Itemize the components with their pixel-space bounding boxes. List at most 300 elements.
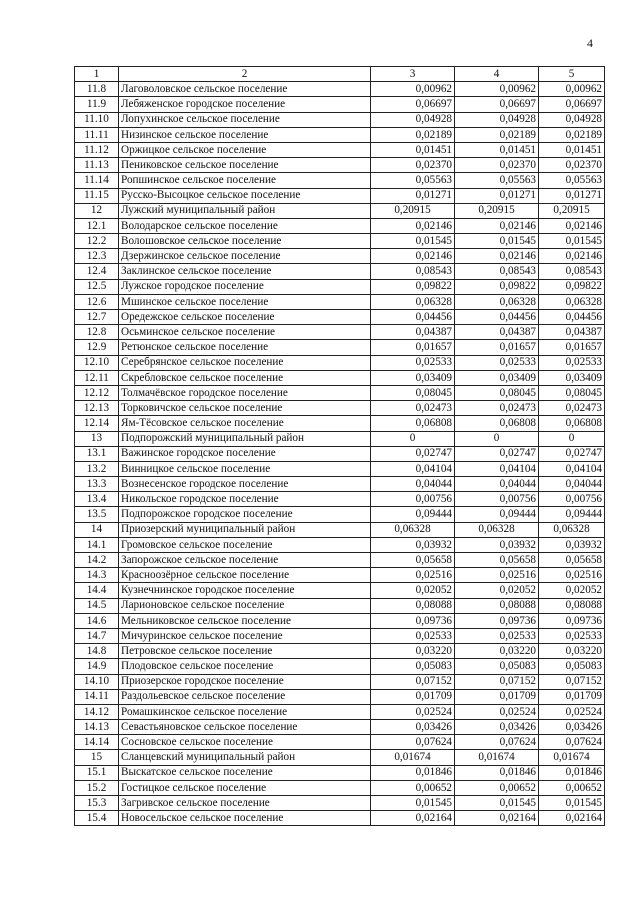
row-value-col3-cell: 0,06808	[371, 416, 455, 431]
table-row	[75, 416, 605, 431]
row-value-col5-cell: 0,05083	[539, 659, 605, 674]
table-row	[75, 583, 605, 598]
table-row	[75, 431, 605, 446]
table-row	[75, 598, 605, 613]
row-value-col3-cell: 0,09822	[371, 279, 455, 294]
row-number-cell: 12.6	[75, 294, 119, 309]
row-value-col4-cell: 0,02473	[455, 401, 539, 416]
row-name-cell: Заклинское сельское поселение	[119, 264, 371, 279]
row-value-col5-cell: 0,01545	[539, 796, 605, 811]
row-value-col3-cell: 0,06697	[371, 97, 455, 112]
row-value-col4-cell: 0,03409	[455, 370, 539, 385]
row-value-col4-cell: 0,02146	[455, 218, 539, 233]
row-name-cell: Ромашкинское сельское поселение	[119, 704, 371, 719]
row-value-col5-cell: 0,06328	[539, 294, 605, 309]
table-row	[75, 310, 605, 325]
row-number-cell: 13.3	[75, 477, 119, 492]
row-name-cell: Осьминское сельское поселение	[119, 325, 371, 340]
row-value-col5-cell: 0,02533	[539, 628, 605, 643]
row-value-col3-cell: 0,04044	[371, 477, 455, 492]
table-row	[75, 568, 605, 583]
row-value-col5-cell: 0,01674	[539, 750, 605, 765]
row-name-cell: Приозерский муниципальный район	[119, 522, 371, 537]
row-name-cell: Петровское сельское поселение	[119, 644, 371, 659]
table-row	[75, 340, 605, 355]
header-col-1: 1	[75, 67, 119, 82]
row-number-cell: 14.11	[75, 689, 119, 704]
table-row	[75, 811, 605, 826]
row-value-col3-cell: 0,05083	[371, 659, 455, 674]
row-number-cell: 14.13	[75, 720, 119, 735]
row-name-cell: Красноозёрное сельское поселение	[119, 568, 371, 583]
row-value-col4-cell: 0,02516	[455, 568, 539, 583]
row-name-cell: Приозерское городское поселение	[119, 674, 371, 689]
header-col-4: 4	[455, 67, 539, 82]
row-name-cell: Торковичское сельское поселение	[119, 401, 371, 416]
row-name-cell: Волошовское сельское поселение	[119, 234, 371, 249]
table-row	[75, 112, 605, 127]
row-value-col3-cell: 0,02524	[371, 704, 455, 719]
row-number-cell: 12.14	[75, 416, 119, 431]
row-name-cell: Лужский муниципальный район	[119, 203, 371, 218]
row-number-cell: 13.1	[75, 446, 119, 461]
row-value-col4-cell: 0,01545	[455, 796, 539, 811]
row-value-col4-cell: 0,01451	[455, 142, 539, 157]
row-value-col4-cell: 0,03932	[455, 537, 539, 552]
table-row	[75, 188, 605, 203]
row-value-col4-cell: 0,06697	[455, 97, 539, 112]
row-value-col5-cell: 0,04104	[539, 461, 605, 476]
table-row	[75, 659, 605, 674]
row-value-col5-cell: 0,08045	[539, 385, 605, 400]
row-value-col3-cell: 0,04456	[371, 310, 455, 325]
row-number-cell: 15.3	[75, 796, 119, 811]
row-value-col4-cell: 0,06328	[455, 522, 539, 537]
row-value-col5-cell: 0,04456	[539, 310, 605, 325]
header-col-5: 5	[539, 67, 605, 82]
row-number-cell: 13	[75, 431, 119, 446]
table-row	[75, 355, 605, 370]
row-value-col4-cell: 0,06328	[455, 294, 539, 309]
row-value-col4-cell: 0,05083	[455, 659, 539, 674]
row-number-cell: 14.2	[75, 553, 119, 568]
row-value-col3-cell: 0,02533	[371, 628, 455, 643]
row-number-cell: 11.15	[75, 188, 119, 203]
row-value-col3-cell: 0,03409	[371, 370, 455, 385]
row-name-cell: Важинское городское поселение	[119, 446, 371, 461]
row-name-cell: Севастьяновское сельское поселение	[119, 720, 371, 735]
row-value-col4-cell: 0,04104	[455, 461, 539, 476]
row-value-col3-cell: 0,08543	[371, 264, 455, 279]
row-name-cell: Скребловское сельское поселение	[119, 370, 371, 385]
table-row	[75, 82, 605, 97]
table-row	[75, 720, 605, 735]
row-number-cell: 14.8	[75, 644, 119, 659]
row-number-cell: 14.4	[75, 583, 119, 598]
row-value-col5-cell: 0,02146	[539, 218, 605, 233]
row-value-col5-cell: 0,00756	[539, 492, 605, 507]
row-number-cell: 15	[75, 750, 119, 765]
table-row	[75, 477, 605, 492]
row-number-cell: 11.12	[75, 142, 119, 157]
row-value-col5-cell: 0,02524	[539, 704, 605, 719]
row-name-cell: Ретюнское сельское поселение	[119, 340, 371, 355]
row-value-col4-cell: 0,02533	[455, 355, 539, 370]
table-row	[75, 203, 605, 218]
table-row	[75, 704, 605, 719]
row-value-col5-cell: 0,01545	[539, 234, 605, 249]
row-value-col4-cell: 0,02164	[455, 811, 539, 826]
row-value-col4-cell: 0,08045	[455, 385, 539, 400]
row-value-col5-cell: 0,04044	[539, 477, 605, 492]
row-value-col4-cell: 0,02370	[455, 158, 539, 173]
row-value-col3-cell: 0,02189	[371, 127, 455, 142]
table-row	[75, 173, 605, 188]
table-row	[75, 158, 605, 173]
row-name-cell: Пениковское сельское поселение	[119, 158, 371, 173]
row-name-cell: Загривское сельское поселение	[119, 796, 371, 811]
row-name-cell: Сланцевский муниципальный район	[119, 750, 371, 765]
row-value-col5-cell: 0,02747	[539, 446, 605, 461]
row-name-cell: Ям-Тёсовское сельское поселение	[119, 416, 371, 431]
row-value-col5-cell: 0,00962	[539, 82, 605, 97]
row-value-col4-cell: 0,00962	[455, 82, 539, 97]
row-value-col5-cell: 0	[539, 431, 605, 446]
row-number-cell: 12.7	[75, 310, 119, 325]
row-value-col4-cell: 0,07152	[455, 674, 539, 689]
row-value-col5-cell: 0,03220	[539, 644, 605, 659]
row-number-cell: 11.10	[75, 112, 119, 127]
row-value-col5-cell: 0,03426	[539, 720, 605, 735]
table-row	[75, 401, 605, 416]
row-value-col4-cell: 0,05658	[455, 553, 539, 568]
row-value-col3-cell: 0,08045	[371, 385, 455, 400]
row-name-cell: Подпорожское городское поселение	[119, 507, 371, 522]
row-value-col3-cell: 0,08088	[371, 598, 455, 613]
table-row	[75, 127, 605, 142]
row-number-cell: 11.14	[75, 173, 119, 188]
row-number-cell: 14.10	[75, 674, 119, 689]
row-name-cell: Толмачёвское городское поселение	[119, 385, 371, 400]
row-name-cell: Гостицкое сельское поселение	[119, 780, 371, 795]
row-number-cell: 12.1	[75, 218, 119, 233]
row-number-cell: 15.4	[75, 811, 119, 826]
row-name-cell: Лопухинское сельское поселение	[119, 112, 371, 127]
row-name-cell: Запорожское сельское поселение	[119, 553, 371, 568]
row-value-col3-cell: 0,02473	[371, 401, 455, 416]
row-value-col5-cell: 0,08088	[539, 598, 605, 613]
row-value-col5-cell: 0,01709	[539, 689, 605, 704]
row-number-cell: 12.2	[75, 234, 119, 249]
table-row	[75, 218, 605, 233]
table-row	[75, 689, 605, 704]
row-value-col5-cell: 0,05563	[539, 173, 605, 188]
row-value-col5-cell: 0,04387	[539, 325, 605, 340]
row-number-cell: 12.5	[75, 279, 119, 294]
row-name-cell: Серебрянское сельское поселение	[119, 355, 371, 370]
row-value-col3-cell: 0,00652	[371, 780, 455, 795]
row-value-col4-cell: 0,02189	[455, 127, 539, 142]
table-row	[75, 492, 605, 507]
table-row	[75, 537, 605, 552]
row-value-col5-cell: 0,05658	[539, 553, 605, 568]
row-name-cell: Винницкое сельское поселение	[119, 461, 371, 476]
row-number-cell: 12.12	[75, 385, 119, 400]
row-value-col5-cell: 0,06697	[539, 97, 605, 112]
allocation-table	[74, 66, 605, 826]
row-value-col4-cell: 0,04456	[455, 310, 539, 325]
table-row	[75, 264, 605, 279]
row-value-col4-cell: 0,00652	[455, 780, 539, 795]
table-row	[75, 780, 605, 795]
row-value-col5-cell: 0,02164	[539, 811, 605, 826]
row-value-col4-cell: 0,01545	[455, 234, 539, 249]
row-value-col4-cell: 0,04044	[455, 477, 539, 492]
row-value-col3-cell: 0,03426	[371, 720, 455, 735]
table-row	[75, 765, 605, 780]
row-value-col4-cell: 0,04928	[455, 112, 539, 127]
row-value-col4-cell: 0,03220	[455, 644, 539, 659]
row-value-col5-cell: 0,02052	[539, 583, 605, 598]
row-name-cell: Мшинское сельское поселение	[119, 294, 371, 309]
row-value-col5-cell: 0,06808	[539, 416, 605, 431]
row-value-col4-cell: 0,01674	[455, 750, 539, 765]
row-number-cell: 12.3	[75, 249, 119, 264]
row-number-cell: 13.5	[75, 507, 119, 522]
row-value-col4-cell: 0,08088	[455, 598, 539, 613]
row-number-cell: 12.4	[75, 264, 119, 279]
table-body	[75, 82, 605, 826]
row-number-cell: 12.11	[75, 370, 119, 385]
row-number-cell: 15.1	[75, 765, 119, 780]
row-name-cell: Русско-Высоцкое сельское поселение	[119, 188, 371, 203]
row-number-cell: 14.7	[75, 628, 119, 643]
row-value-col4-cell: 0,09822	[455, 279, 539, 294]
row-value-col3-cell: 0,02146	[371, 249, 455, 264]
row-number-cell: 14.12	[75, 704, 119, 719]
row-value-col3-cell: 0,01451	[371, 142, 455, 157]
row-number-cell: 13.4	[75, 492, 119, 507]
row-number-cell: 12.9	[75, 340, 119, 355]
row-number-cell: 11.8	[75, 82, 119, 97]
row-value-col5-cell: 0,02516	[539, 568, 605, 583]
row-value-col4-cell: 0,01271	[455, 188, 539, 203]
row-name-cell: Лебяженское городское поселение	[119, 97, 371, 112]
row-value-col3-cell: 0,01545	[371, 234, 455, 249]
row-name-cell: Вознесенское городское поселение	[119, 477, 371, 492]
row-value-col5-cell: 0,20915	[539, 203, 605, 218]
row-value-col5-cell: 0,01451	[539, 142, 605, 157]
row-value-col3-cell: 0,02146	[371, 218, 455, 233]
row-value-col4-cell: 0,02524	[455, 704, 539, 719]
row-name-cell: Оредежское сельское поселение	[119, 310, 371, 325]
row-number-cell: 11.9	[75, 97, 119, 112]
row-number-cell: 14.5	[75, 598, 119, 613]
row-number-cell: 14.1	[75, 537, 119, 552]
row-name-cell: Ларионовское сельское поселение	[119, 598, 371, 613]
table-row	[75, 279, 605, 294]
row-number-cell: 14.3	[75, 568, 119, 583]
row-value-col4-cell: 0,09736	[455, 613, 539, 628]
table-row	[75, 370, 605, 385]
row-name-cell: Выскатское сельское поселение	[119, 765, 371, 780]
row-number-cell: 12	[75, 203, 119, 218]
row-value-col4-cell: 0,01657	[455, 340, 539, 355]
row-value-col5-cell: 0,07624	[539, 735, 605, 750]
table-row	[75, 461, 605, 476]
row-value-col5-cell: 0,02370	[539, 158, 605, 173]
table-row	[75, 294, 605, 309]
row-value-col3-cell: 0,02747	[371, 446, 455, 461]
row-value-col3-cell: 0,04928	[371, 112, 455, 127]
row-name-cell: Никольское городское поселение	[119, 492, 371, 507]
table-row	[75, 142, 605, 157]
row-name-cell: Раздольевское сельское поселение	[119, 689, 371, 704]
row-name-cell: Дзержинское сельское поселение	[119, 249, 371, 264]
row-value-col4-cell: 0,20915	[455, 203, 539, 218]
row-value-col3-cell: 0,03932	[371, 537, 455, 552]
row-name-cell: Кузнечнинское городское поселение	[119, 583, 371, 598]
row-value-col5-cell: 0,03932	[539, 537, 605, 552]
row-value-col3-cell: 0,20915	[371, 203, 455, 218]
row-value-col3-cell: 0,01709	[371, 689, 455, 704]
row-value-col3-cell: 0,02052	[371, 583, 455, 598]
row-number-cell: 14.6	[75, 613, 119, 628]
table-row	[75, 385, 605, 400]
row-value-col3-cell: 0,02516	[371, 568, 455, 583]
row-number-cell: 11.11	[75, 127, 119, 142]
row-value-col4-cell: 0,02533	[455, 628, 539, 643]
table-row	[75, 674, 605, 689]
row-value-col5-cell: 0,00652	[539, 780, 605, 795]
row-value-col5-cell: 0,02473	[539, 401, 605, 416]
row-value-col3-cell: 0,01674	[371, 750, 455, 765]
header-col-3: 3	[371, 67, 455, 82]
row-value-col5-cell: 0,08543	[539, 264, 605, 279]
row-value-col3-cell: 0,06328	[371, 294, 455, 309]
row-value-col5-cell: 0,06328	[539, 522, 605, 537]
row-value-col5-cell: 0,09736	[539, 613, 605, 628]
row-value-col3-cell: 0,02164	[371, 811, 455, 826]
row-value-col4-cell: 0,07624	[455, 735, 539, 750]
row-number-cell: 14.9	[75, 659, 119, 674]
row-value-col4-cell: 0,04387	[455, 325, 539, 340]
row-value-col5-cell: 0,01846	[539, 765, 605, 780]
row-value-col4-cell: 0,09444	[455, 507, 539, 522]
row-value-col3-cell: 0,05658	[371, 553, 455, 568]
row-name-cell: Оржицкое сельское поселение	[119, 142, 371, 157]
row-value-col4-cell: 0	[455, 431, 539, 446]
row-value-col4-cell: 0,02052	[455, 583, 539, 598]
table-row	[75, 234, 605, 249]
row-value-col3-cell: 0	[371, 431, 455, 446]
row-value-col3-cell: 0,04104	[371, 461, 455, 476]
row-value-col3-cell: 0,09736	[371, 613, 455, 628]
row-name-cell: Новосельское сельское поселение	[119, 811, 371, 826]
table-row	[75, 750, 605, 765]
row-value-col3-cell: 0,07152	[371, 674, 455, 689]
table-row	[75, 613, 605, 628]
row-value-col5-cell: 0,01657	[539, 340, 605, 355]
row-value-col5-cell: 0,03409	[539, 370, 605, 385]
row-value-col4-cell: 0,01709	[455, 689, 539, 704]
row-name-cell: Сосновское сельское поселение	[119, 735, 371, 750]
row-value-col5-cell: 0,04928	[539, 112, 605, 127]
row-number-cell: 15.2	[75, 780, 119, 795]
row-name-cell: Лужское городское поселение	[119, 279, 371, 294]
row-value-col4-cell: 0,06808	[455, 416, 539, 431]
row-name-cell: Мичуринское сельское поселение	[119, 628, 371, 643]
row-value-col5-cell: 0,02146	[539, 249, 605, 264]
row-value-col4-cell: 0,00756	[455, 492, 539, 507]
table-row	[75, 796, 605, 811]
table-row	[75, 446, 605, 461]
row-value-col4-cell: 0,02146	[455, 249, 539, 264]
row-value-col4-cell: 0,01846	[455, 765, 539, 780]
row-value-col3-cell: 0,03220	[371, 644, 455, 659]
row-value-col4-cell: 0,05563	[455, 173, 539, 188]
table-row	[75, 628, 605, 643]
row-value-col3-cell: 0,05563	[371, 173, 455, 188]
row-number-cell: 13.2	[75, 461, 119, 476]
row-number-cell: 12.10	[75, 355, 119, 370]
row-name-cell: Подпорожский муниципальный район	[119, 431, 371, 446]
table-row	[75, 553, 605, 568]
row-number-cell: 12.8	[75, 325, 119, 340]
row-value-col3-cell: 0,00756	[371, 492, 455, 507]
page-number: 4	[587, 36, 593, 50]
row-value-col3-cell: 0,07624	[371, 735, 455, 750]
header-col-2: 2	[119, 67, 371, 82]
table-row	[75, 735, 605, 750]
row-number-cell: 14.14	[75, 735, 119, 750]
table-row	[75, 644, 605, 659]
table-row	[75, 507, 605, 522]
row-name-cell: Громовское сельское поселение	[119, 537, 371, 552]
row-value-col3-cell: 0,02533	[371, 355, 455, 370]
row-value-col5-cell: 0,02533	[539, 355, 605, 370]
row-name-cell: Ропшинское сельское поселение	[119, 173, 371, 188]
table-row	[75, 325, 605, 340]
row-name-cell: Мельниковское сельское поселение	[119, 613, 371, 628]
row-number-cell: 12.13	[75, 401, 119, 416]
row-name-cell: Лаговоловское сельское поселение	[119, 82, 371, 97]
row-name-cell: Низинское сельское поселение	[119, 127, 371, 142]
row-value-col3-cell: 0,00962	[371, 82, 455, 97]
row-value-col5-cell: 0,01271	[539, 188, 605, 203]
row-value-col3-cell: 0,01271	[371, 188, 455, 203]
row-value-col5-cell: 0,02189	[539, 127, 605, 142]
row-value-col3-cell: 0,01657	[371, 340, 455, 355]
row-value-col5-cell: 0,09444	[539, 507, 605, 522]
row-value-col5-cell: 0,07152	[539, 674, 605, 689]
row-value-col3-cell: 0,04387	[371, 325, 455, 340]
row-value-col3-cell: 0,02370	[371, 158, 455, 173]
row-name-cell: Плодовское сельское поселение	[119, 659, 371, 674]
row-value-col4-cell: 0,08543	[455, 264, 539, 279]
table-row	[75, 249, 605, 264]
row-value-col3-cell: 0,06328	[371, 522, 455, 537]
row-value-col4-cell: 0,03426	[455, 720, 539, 735]
row-value-col4-cell: 0,02747	[455, 446, 539, 461]
row-name-cell: Володарское сельское поселение	[119, 218, 371, 233]
row-number-cell: 14	[75, 522, 119, 537]
row-value-col5-cell: 0,09822	[539, 279, 605, 294]
row-value-col3-cell: 0,09444	[371, 507, 455, 522]
row-value-col3-cell: 0,01846	[371, 765, 455, 780]
row-number-cell: 11.13	[75, 158, 119, 173]
table-header-row	[75, 67, 605, 82]
